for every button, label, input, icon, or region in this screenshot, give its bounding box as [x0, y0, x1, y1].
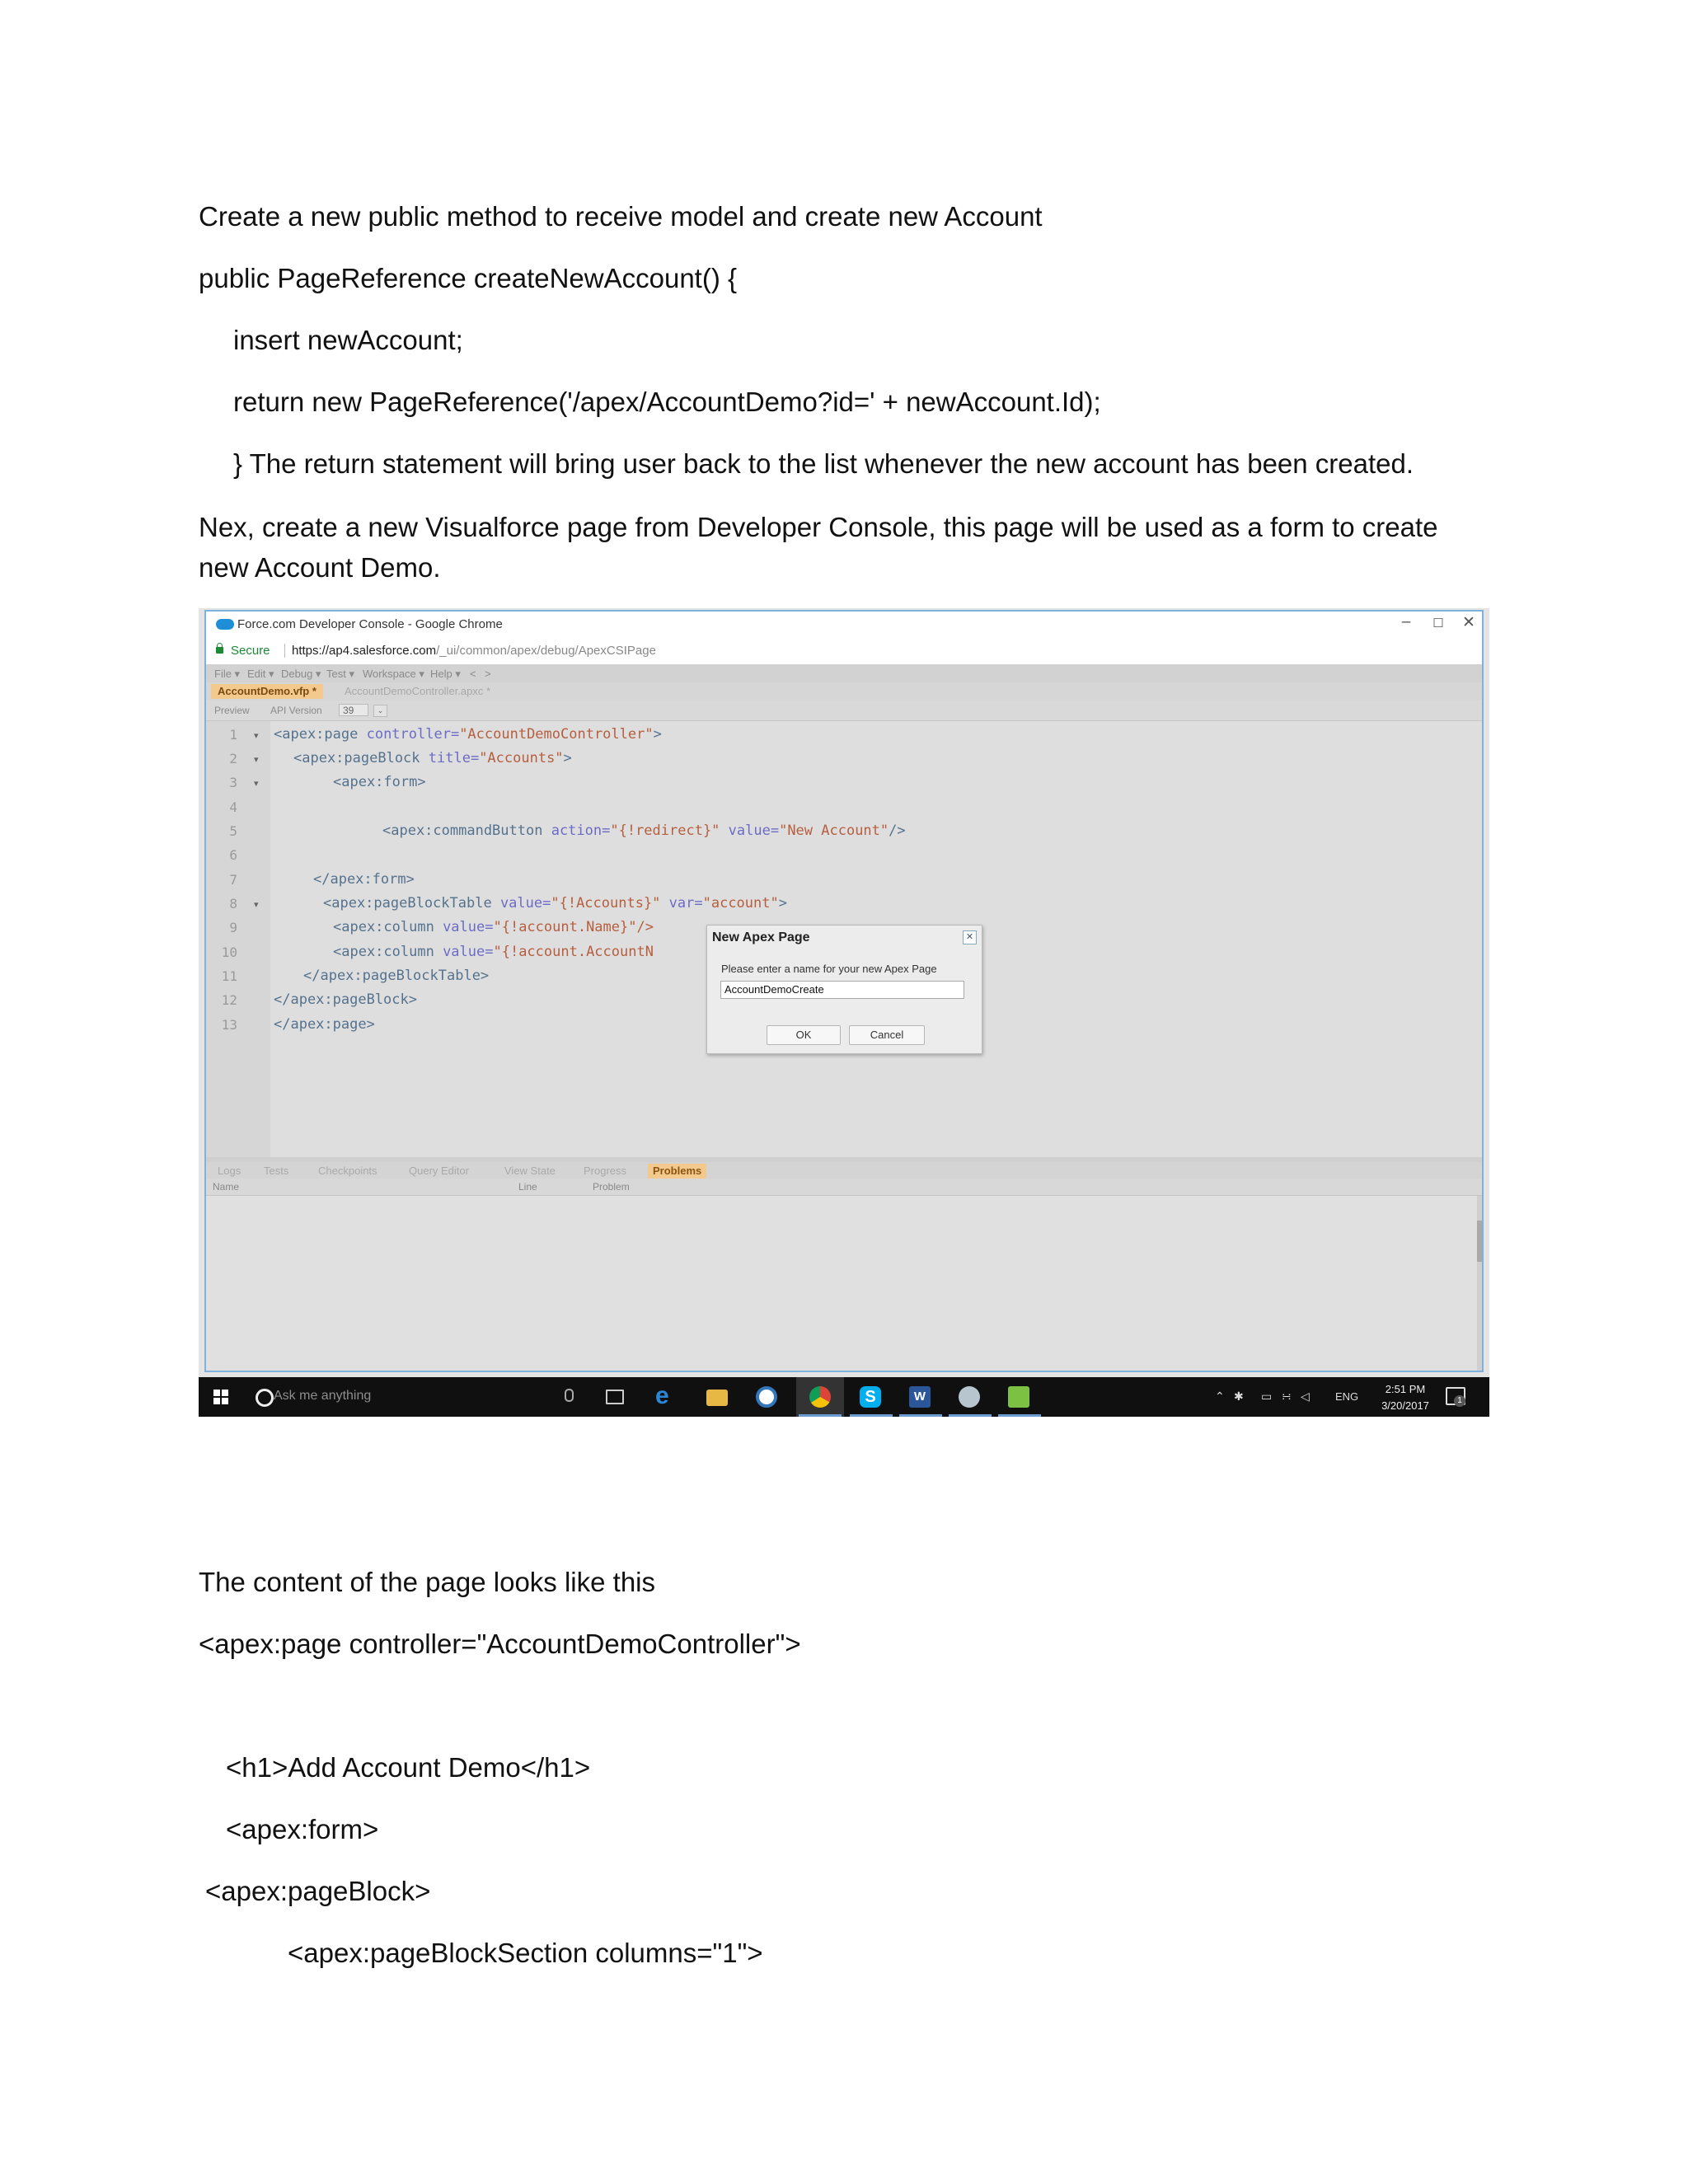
tab-tests[interactable]: Tests	[264, 1165, 289, 1177]
volume-icon[interactable]: ◁	[1301, 1390, 1310, 1403]
line-number: 12	[221, 992, 237, 1008]
running-indicator	[899, 1414, 942, 1417]
menu-test[interactable]: Test ▾	[326, 668, 354, 680]
code-token: "{!account.AccountN	[493, 944, 654, 960]
cortana-icon[interactable]	[256, 1389, 274, 1407]
address-separator	[284, 644, 285, 658]
url-text[interactable]	[292, 644, 656, 658]
word-icon[interactable]: W	[909, 1386, 931, 1408]
edge-icon[interactable]: e	[655, 1382, 669, 1409]
clock-date: 3/20/2017	[1381, 1399, 1429, 1412]
code-token: <apex:pageBlockTable	[323, 895, 500, 912]
code-line-13: </apex:page>	[274, 1016, 375, 1033]
task-view-icon[interactable]	[606, 1390, 624, 1404]
console-menu-bar	[206, 664, 1482, 682]
secure-label: Secure	[231, 644, 270, 658]
nav-forward-button[interactable]: >	[485, 668, 491, 680]
tab-view-state[interactable]: View State	[504, 1165, 556, 1177]
new-apex-page-dialog	[706, 925, 982, 1054]
tab-problems[interactable]: Problems	[648, 1164, 706, 1179]
code-token: "account"	[702, 895, 779, 912]
code-token: controller=	[366, 726, 460, 743]
battery-icon[interactable]: ▭	[1261, 1390, 1273, 1403]
code-token: "Accounts"	[479, 750, 564, 766]
tab-checkpoints[interactable]: Checkpoints	[318, 1165, 377, 1177]
dialog-title: New Apex Page	[712, 930, 810, 944]
menu-edit[interactable]: Edit ▾	[247, 668, 274, 680]
address-bar[interactable]	[206, 638, 1482, 665]
code-token: value=	[443, 944, 494, 960]
network-people-icon[interactable]: ✱	[1234, 1390, 1244, 1403]
line-number: 8	[229, 896, 237, 912]
code-line-h1: <h1>Add Account Demo</h1>	[226, 1752, 591, 1783]
column-line[interactable]: Line	[518, 1181, 537, 1193]
code-token: <apex:page	[274, 726, 367, 743]
line-number: 9	[229, 920, 237, 935]
editor-toolbar	[206, 701, 1482, 721]
code-token: "New Account"	[779, 823, 889, 839]
code-line-3: <apex:form>	[333, 774, 426, 790]
panel-scrollbar[interactable]	[1477, 1196, 1482, 1371]
api-version-select[interactable]	[339, 704, 384, 716]
column-name[interactable]: Name	[213, 1181, 240, 1193]
line-number: 10	[221, 944, 237, 960]
paragraph-return-explanation: } The return statement will bring user back to the list whenever the new account has been created.	[233, 448, 1414, 479]
code-token: var=	[668, 895, 703, 912]
notification-center-icon[interactable]	[1446, 1387, 1465, 1405]
fold-arrow-icon[interactable]: ▾	[254, 900, 259, 910]
panel-tabs	[206, 1162, 1482, 1179]
code-token: value=	[728, 823, 780, 839]
code-token: "AccountDemoController"	[459, 726, 654, 743]
developer-console-screenshot	[199, 608, 1489, 1417]
code-token: "{!Accounts}"	[551, 895, 669, 912]
fold-arrow-icon[interactable]: ▾	[254, 755, 259, 765]
code-line-5	[382, 823, 906, 839]
chrome-icon[interactable]	[809, 1386, 831, 1408]
code-editor[interactable]	[206, 721, 1482, 1157]
nav-back-button[interactable]: <	[470, 668, 476, 680]
dialog-prompt: Please enter a name for your new Apex Page	[721, 963, 937, 975]
active-indicator	[799, 1414, 842, 1417]
code-token: <apex:pageBlock	[293, 750, 429, 766]
app-green-icon[interactable]	[1008, 1386, 1029, 1408]
code-token: "{!redirect}"	[610, 823, 729, 839]
menu-file[interactable]: File ▾	[214, 668, 241, 680]
code-line-method-signature: public PageReference createNewAccount() {	[199, 263, 738, 293]
line-number: 13	[221, 1017, 237, 1033]
code-line-pageblocksection: <apex:pageBlockSection columns="1">	[288, 1938, 763, 1968]
code-line-2	[293, 750, 572, 766]
code-line-apex-page: <apex:page controller="AccountDemoController">	[199, 1629, 801, 1659]
column-problem[interactable]: Problem	[593, 1181, 630, 1193]
tab-query-editor[interactable]: Query Editor	[409, 1165, 469, 1177]
code-token: value=	[499, 895, 551, 912]
fold-arrow-icon[interactable]: ▾	[254, 779, 259, 789]
code-token: value=	[443, 919, 494, 935]
code-line-7: </apex:form>	[313, 871, 415, 888]
problems-table-header	[206, 1179, 1482, 1196]
paragraph-create-page: Nex, create a new Visualforce page from Developer Console, this page will be used as a form to create new Account Demo.	[199, 512, 1446, 583]
tab-logs[interactable]: Logs	[218, 1165, 241, 1177]
code-token: >	[653, 726, 662, 743]
code-line-1	[274, 726, 662, 743]
api-version-value: 39	[343, 705, 354, 716]
file-explorer-icon[interactable]	[706, 1390, 728, 1406]
code-token: />	[889, 823, 906, 839]
code-token: >	[563, 750, 572, 766]
language-indicator[interactable]: ENG	[1335, 1390, 1359, 1403]
window-title: Force.com Developer Console - Google Chrome	[237, 617, 503, 631]
wifi-icon[interactable]: ∺	[1282, 1390, 1292, 1403]
chevron-up-icon[interactable]: ⌃	[1215, 1390, 1225, 1403]
line-number: 11	[221, 968, 237, 984]
api-version-label: API Version	[270, 705, 322, 716]
cancel-button[interactable]: Cancel	[849, 1025, 925, 1045]
line-number: 6	[229, 847, 237, 863]
fold-arrow-icon[interactable]: ▾	[254, 731, 259, 741]
line-number: 5	[229, 823, 237, 839]
problems-table-body	[206, 1196, 1482, 1371]
menu-debug[interactable]: Debug ▾	[281, 668, 321, 680]
taskbar-search-box[interactable]: Ask me anything	[274, 1389, 372, 1403]
line-number: 3	[229, 775, 237, 790]
code-line-8	[323, 895, 787, 912]
code-token: <apex:column	[333, 919, 443, 935]
line-number-gutter	[206, 721, 270, 1157]
url-host: https://ap4.salesforce.com	[292, 644, 437, 658]
notification-count: 1	[1454, 1395, 1465, 1407]
code-line-11: </apex:pageBlockTable>	[303, 968, 490, 984]
code-line-apex-pageblock: <apex:pageBlock>	[205, 1876, 431, 1906]
app-bird-icon[interactable]	[959, 1386, 980, 1408]
code-token: title=	[428, 750, 480, 766]
code-line-12: </apex:pageBlock>	[274, 991, 417, 1008]
code-token: action=	[551, 823, 611, 839]
code-line-apex-form: <apex:form>	[226, 1814, 379, 1844]
running-indicator	[949, 1414, 992, 1417]
paragraph-intro: Create a new public method to receive model and create new Account	[199, 201, 1043, 232]
ok-button[interactable]: OK	[767, 1025, 841, 1045]
code-line-return: return new PageReference('/apex/AccountDemo?id=' + newAccount.Id);	[233, 387, 1101, 417]
lock-icon	[216, 647, 223, 654]
paragraph-content-intro: The content of the page looks like this	[199, 1567, 656, 1597]
taskbar-clock[interactable]	[1373, 1381, 1437, 1414]
microphone-icon[interactable]	[565, 1389, 574, 1402]
code-token: >	[778, 895, 787, 912]
close-icon[interactable]: ✕	[963, 930, 977, 944]
url-path: /_ui/common/apex/debug/ApexCSIPage	[436, 644, 656, 658]
clock-time: 2:51 PM	[1385, 1383, 1426, 1395]
menu-workspace[interactable]: Workspace ▾	[363, 668, 424, 680]
tab-accountdemocontroller-apxc[interactable]: AccountDemoController.apxc *	[345, 685, 491, 697]
code-line-10	[333, 944, 654, 960]
line-number: 7	[229, 872, 237, 888]
file-tabs	[206, 682, 1482, 701]
skype-icon[interactable]: S	[860, 1386, 881, 1408]
windows-taskbar	[199, 1377, 1489, 1417]
running-indicator	[998, 1414, 1041, 1417]
code-token: <apex:column	[333, 944, 443, 960]
code-token: "{!account.Name}"/>	[493, 919, 654, 935]
line-number: 4	[229, 799, 237, 815]
close-window-button[interactable]: ✕	[1462, 614, 1475, 631]
line-number: 1	[229, 727, 237, 743]
app-circle-icon[interactable]	[756, 1386, 777, 1408]
window-title-bar	[206, 612, 1482, 638]
salesforce-cloud-icon	[216, 619, 234, 630]
code-line-insert: insert newAccount;	[233, 325, 463, 355]
line-number: 2	[229, 751, 237, 766]
minimize-button[interactable]: –	[1401, 613, 1411, 630]
menu-help[interactable]: Help ▾	[430, 668, 461, 680]
tab-progress[interactable]: Progress	[584, 1165, 627, 1177]
maximize-button[interactable]: ☐	[1432, 616, 1444, 630]
page-name-input[interactable]: AccountDemoCreate	[720, 981, 964, 999]
running-indicator	[850, 1414, 893, 1417]
browser-window	[204, 610, 1484, 1372]
tab-accountdemo-vfp[interactable]: AccountDemo.vfp *	[211, 684, 323, 699]
windows-start-icon[interactable]	[213, 1390, 228, 1404]
code-line-9	[333, 919, 654, 935]
code-token: <apex:commandButton	[382, 823, 551, 839]
preview-button[interactable]: Preview	[214, 705, 250, 716]
chevron-down-icon: ⌄	[373, 705, 387, 717]
